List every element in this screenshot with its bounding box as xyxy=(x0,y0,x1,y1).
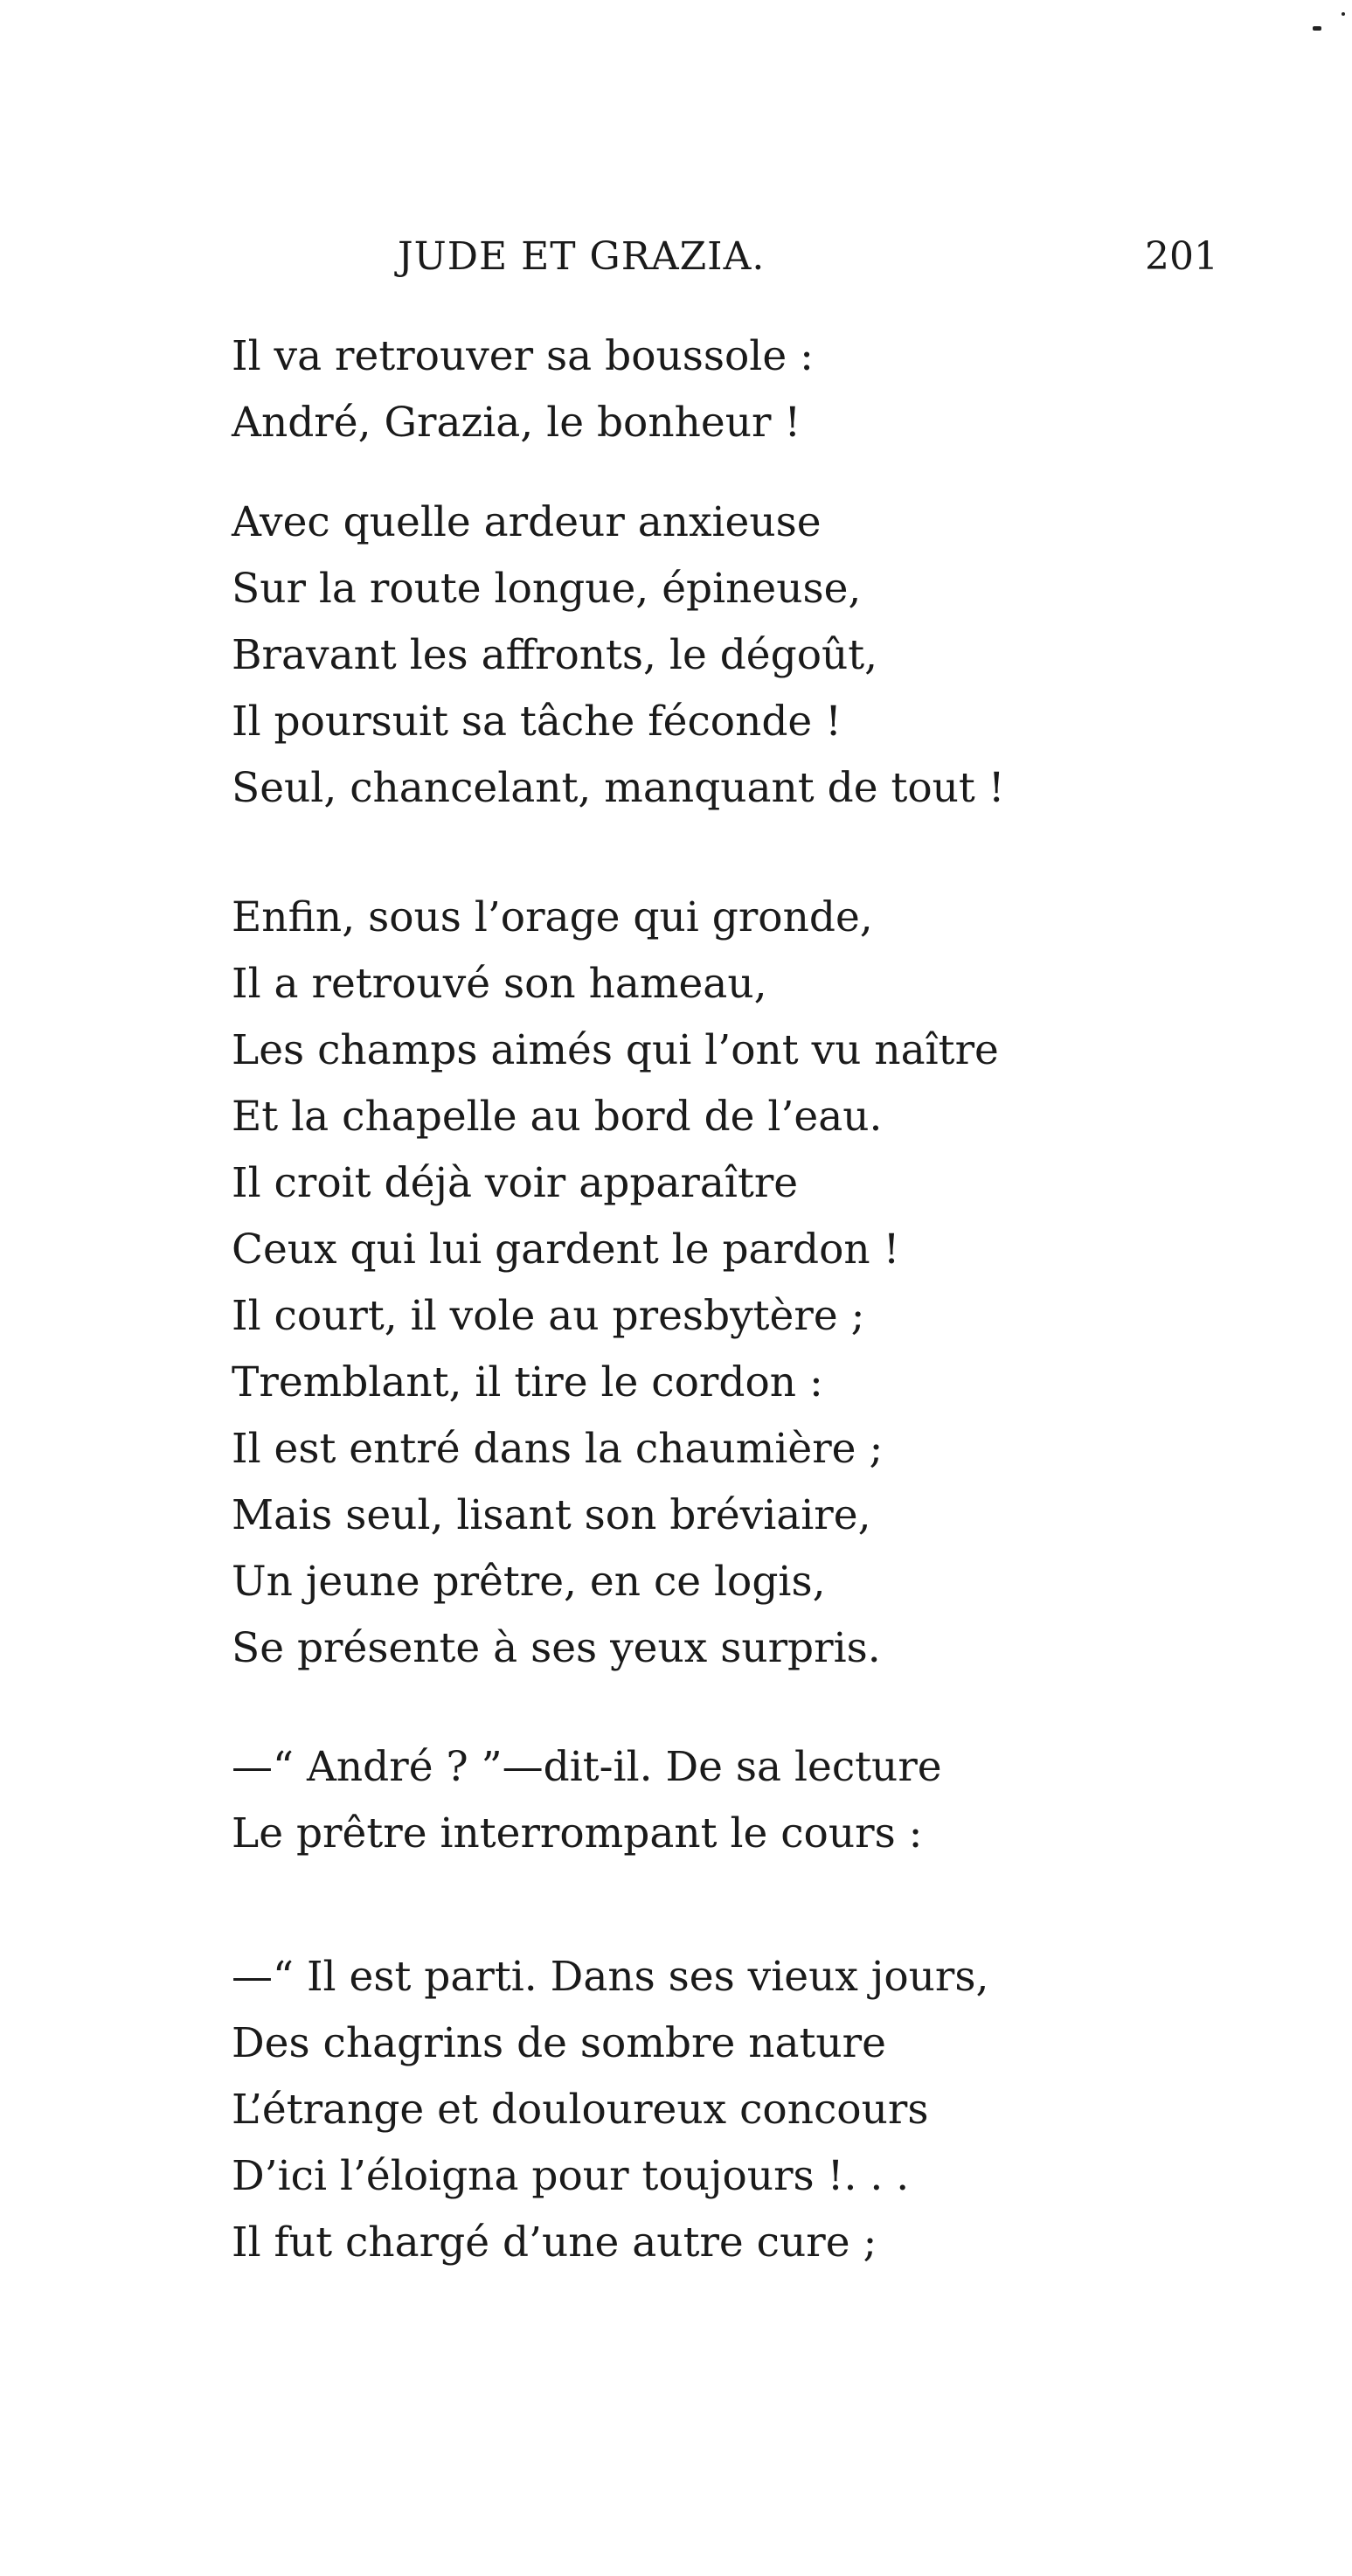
stanza-break xyxy=(232,1867,1237,1944)
stanza-break xyxy=(232,1682,1237,1734)
verse-line: Il poursuit sa tâche féconde ! xyxy=(232,698,842,746)
stanza-break xyxy=(232,822,1237,885)
verse-line: Il va retrouver sa boussole : xyxy=(232,332,814,380)
verse-line: Bravant les affronts, le dégoût, xyxy=(232,631,878,679)
verse-line: André, Grazia, le bonheur ! xyxy=(232,399,801,447)
verse-line: Le prêtre interrompant le cours : xyxy=(232,1809,923,1857)
verse-line: Il fut chargé d’une autre cure ; xyxy=(232,2218,877,2267)
scan-speck xyxy=(1342,12,1345,16)
running-title: JUDE ET GRAZIA. xyxy=(398,234,766,279)
verse-line: Sur la route longue, épineuse, xyxy=(232,565,862,613)
stanza-2 xyxy=(232,490,1237,822)
stanza-5 xyxy=(232,1944,1237,2276)
stanza-4 xyxy=(232,1734,1237,1867)
verse-line: Il est entré dans la chaumière ; xyxy=(232,1425,884,1473)
verse-line: Avec quelle ardeur anxieuse xyxy=(232,498,822,546)
verse-line: Ceux qui lui gardent le pardon ! xyxy=(232,1226,900,1274)
stanza-1 xyxy=(232,323,1237,456)
verse-line: Les champs aimés qui l’ont vu naître xyxy=(232,1026,999,1074)
verse-line: —“ André ? ”—dit-il. De sa lecture xyxy=(232,1743,942,1791)
verse-line: L’étrange et douloureux concours xyxy=(232,2086,929,2134)
verse-line: Il croit déjà voir apparaître xyxy=(232,1159,799,1207)
verse-line: D’ici l’éloigna pour toujours !. . . xyxy=(232,2152,910,2200)
stanza-break xyxy=(232,456,1237,490)
stanza-3 xyxy=(232,885,1237,1682)
verse-line: Seul, chancelant, manquant de tout ! xyxy=(232,764,1005,812)
verse-line: Enfin, sous l’orage qui gronde, xyxy=(232,893,873,941)
verse-line: Mais seul, lisant son bréviaire, xyxy=(232,1491,871,1539)
verse-line: Des chagrins de sombre nature xyxy=(232,2019,886,2067)
verse-line: Se présente à ses yeux surpris. xyxy=(232,1624,881,1672)
verse-line: Il a retrouvé son hameau, xyxy=(232,960,767,1008)
verse-line: Il court, il vole au presbytère ; xyxy=(232,1292,865,1340)
verse-line: Un jeune prêtre, en ce logis, xyxy=(232,1558,826,1606)
poem-text xyxy=(232,323,1237,2276)
verse-line: Et la chapelle au bord de l’eau. xyxy=(232,1093,883,1141)
verse-line: —“ Il est parti. Dans ses vieux jours, xyxy=(232,1953,989,2001)
verse-line: Tremblant, il tire le cordon : xyxy=(232,1358,823,1406)
scan-speck xyxy=(1313,26,1321,31)
page-number: 201 xyxy=(1145,234,1218,279)
